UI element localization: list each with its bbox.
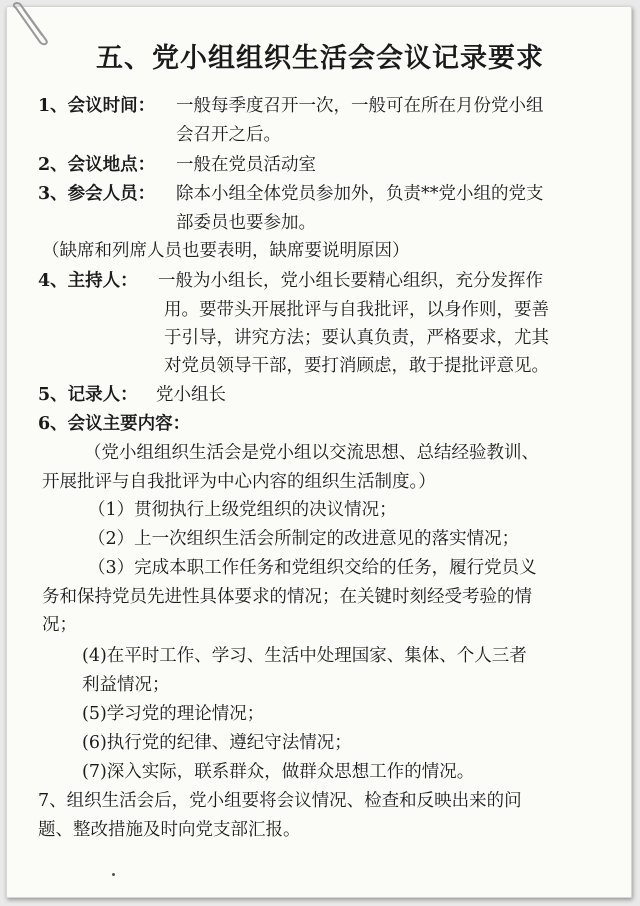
item-3-text-line-2: 部委员也要参加。 [176,213,316,233]
document-title: 五、党小组组织生活会会议记录要求 [96,43,544,74]
subitem-5: (5)学习党的理论情况； [82,704,265,724]
item-1-label: 1、会议时间： [38,96,156,116]
subitem-4-line-1: (4)在平时工作、学习、生活中处理国家、集体、个人三者 [82,646,527,666]
item-4-label: 4、主持人： [38,271,138,291]
item-4-text-line-2: 用。要带头开展批评与自我批评，以身作则，要善 [164,300,549,320]
item-6-intro-line-1: （党小组组织生活会是党小组以交流思想、总结经验教训、 [84,443,539,463]
item-1-text-line-2: 会召开之后。 [176,125,281,145]
subitem-3-line-3: 况； [42,615,77,635]
item-5-text: 党小组长 [156,385,226,405]
subitem-2: （2）上一次组织生活会所制定的改进意见的落实情况； [88,529,520,549]
subitem-1: （1）贯彻执行上级党组织的决议情况； [88,500,397,520]
subitem-7: (7)深入实际，联系群众，做群众思想工作的情况。 [82,762,475,782]
item-4-text-line-1: 一般为小组长，党小组长要精心组织，充分发挥作 [158,271,543,291]
item-6-label: 6、会议主要内容： [38,414,191,434]
item-7-line-2: 题、整改措施及时向党支部汇报。 [38,820,301,840]
item-3-note: （缺席和列席人员也要表明，缺席要说明原因） [42,241,410,261]
subitem-3-line-2: 务和保持党员先进性具体要求的情况；在关键时刻经受考验的情 [42,587,532,607]
paper-speck [112,873,115,876]
item-2-text: 一般在党员活动室 [176,155,316,175]
item-7-line-1: 7、组织生活会后，党小组要将会议情况、检查和反映出来的问 [38,791,522,811]
subitem-3-line-1: （3）完成本职工作任务和党组织交给的任务，履行党员义 [88,558,537,578]
item-2-label: 2、会议地点： [38,155,156,175]
item-3-text-line-1: 除本小组全体党员参加外，负责**党小组的党支 [176,184,544,204]
item-4-text-line-4: 对党员领导干部，要打消顾虑，敢于提批评意见。 [164,356,549,376]
item-4-text-line-3: 于引导，讲究方法；要认真负责，严格要求，尤其 [164,328,549,348]
subitem-4-line-2: 利益情况； [82,675,170,695]
item-3-label: 3、参会人员： [38,184,156,204]
item-5-label: 5、记录人： [38,385,138,405]
item-1-text-line-1: 一般每季度召开一次，一般可在所在月份党小组 [176,96,544,116]
item-6-intro-line-2: 开展批评与自我批评为中心内容的组织生活制度。） [42,472,436,492]
subitem-6: (6)执行党的纪律、遵纪守法情况； [82,733,352,753]
